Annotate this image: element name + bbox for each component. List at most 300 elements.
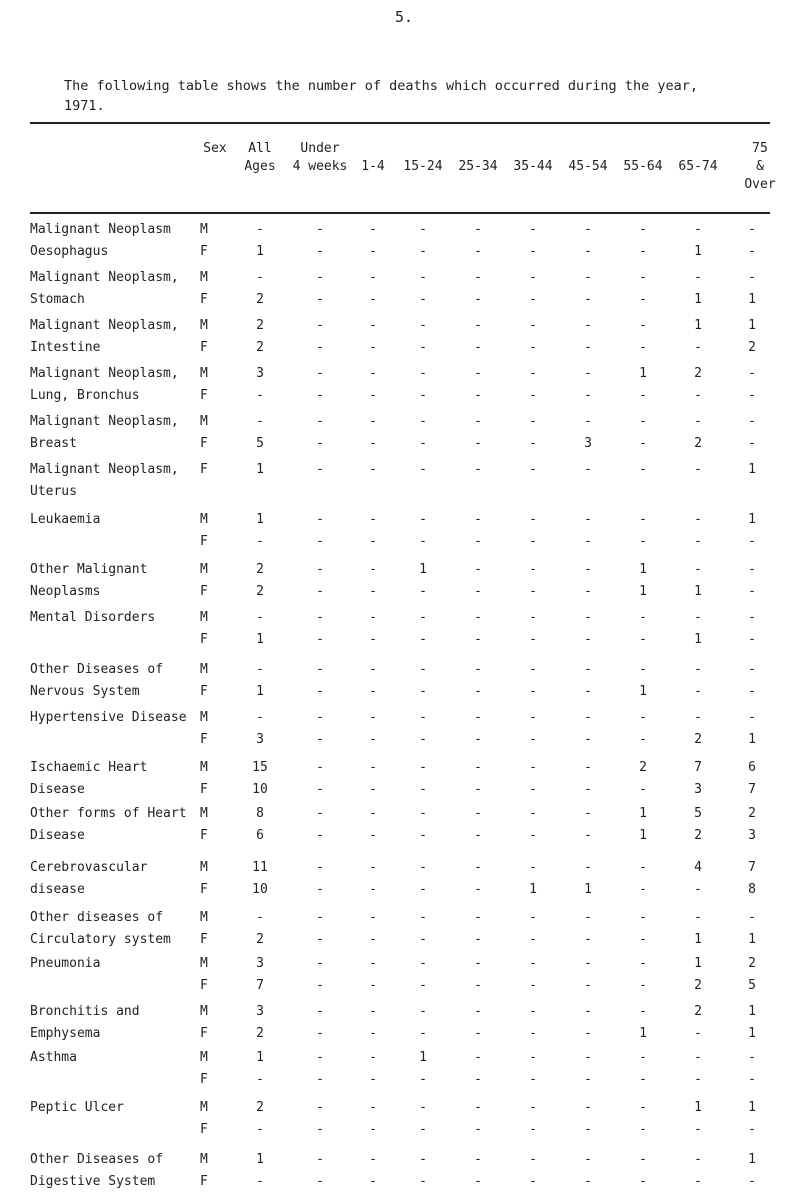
cell-value: - [369,932,377,947]
cell-value: 1 [419,562,427,577]
cell-value: - [474,632,482,647]
cell-value: 1 [748,318,756,333]
cell-value: - [584,388,592,403]
cell-value: 7 [748,860,756,875]
cell-value: - [584,684,592,699]
cause-label: Disease [30,782,85,797]
cell-value: - [419,1072,427,1087]
cell-value: - [584,806,592,821]
cell-value: 2 [256,318,264,333]
cell-value: - [694,684,702,699]
cell-value: - [316,534,324,549]
table-row [0,560,800,580]
cell-value: - [316,978,324,993]
cell-value: - [369,1174,377,1189]
cell-value: 2 [256,292,264,307]
cell-value: - [639,1004,647,1019]
cell-value: - [748,244,756,259]
cell-value: - [369,956,377,971]
cell-value: - [369,512,377,527]
cell-value: - [474,684,482,699]
cell-value: - [474,1050,482,1065]
cell-value: - [474,610,482,625]
cell-value: - [316,710,324,725]
cell-value: 2 [748,956,756,971]
cell-value: - [316,732,324,747]
cell-value: 1 [639,806,647,821]
cell-value: - [256,1174,264,1189]
cause-label: Malignant Neoplasm, [30,414,179,429]
cell-value: - [584,462,592,477]
cell-value: - [748,684,756,699]
cause-label: Cerebrovascular [30,860,148,875]
cell-value: - [584,512,592,527]
sex-label: F [200,782,208,797]
cell-value: - [369,710,377,725]
cell-value: 2 [256,1026,264,1041]
cell-value: - [529,1026,537,1041]
sex-label: F [200,684,208,699]
header-age-1-4: 1-4 [361,159,385,174]
cell-value: - [369,1100,377,1115]
cell-value: - [419,806,427,821]
cell-value: 1 [748,1026,756,1041]
table-row [0,730,800,750]
cell-value: - [529,1100,537,1115]
cause-label: Malignant Neoplasm, [30,318,179,333]
cause-label: Stomach [30,292,85,307]
cell-value: - [474,292,482,307]
cell-value: - [369,584,377,599]
table-row [0,880,800,900]
table-row [0,290,800,310]
table-row [0,460,800,480]
cell-value: - [369,292,377,307]
sex-label: M [200,562,208,577]
sex-label: M [200,270,208,285]
cell-value: - [369,462,377,477]
cell-value: - [419,512,427,527]
table-row [0,1070,800,1090]
cell-value: - [369,388,377,403]
cell-value: - [584,782,592,797]
cell-value: - [694,222,702,237]
cell-value: 1 [748,1100,756,1115]
cell-value: - [474,366,482,381]
cell-value: - [529,860,537,875]
cell-value: - [694,270,702,285]
cell-value: - [316,584,324,599]
cell-value: - [529,732,537,747]
cause-label: Peptic Ulcer [30,1100,124,1115]
cell-value: - [748,1050,756,1065]
sex-label: M [200,610,208,625]
cell-value: - [529,340,537,355]
table-row [0,954,800,974]
cause-label: Neoplasms [30,584,101,599]
cell-value: - [474,1152,482,1167]
cell-value: - [584,1072,592,1087]
cell-value: - [639,610,647,625]
cell-value: - [316,1026,324,1041]
cell-value: - [369,684,377,699]
cell-value: - [748,662,756,677]
cause-label: Disease [30,828,85,843]
cell-value: - [584,244,592,259]
cell-value: 8 [256,806,264,821]
cause-label: Mental Disorders [30,610,156,625]
cell-value: 1 [748,512,756,527]
cell-value: - [369,732,377,747]
cell-value: 1 [256,1152,264,1167]
cell-value: - [419,910,427,925]
cell-value: - [316,1100,324,1115]
cell-value: - [419,684,427,699]
cell-value: - [639,318,647,333]
cell-value: - [694,388,702,403]
cell-value: - [419,1100,427,1115]
cell-value: - [639,860,647,875]
cell-value: - [419,1174,427,1189]
cell-value: - [419,462,427,477]
cell-value: - [316,806,324,821]
cell-value: - [529,436,537,451]
table-row [0,220,800,240]
cause-label: Asthma [30,1050,77,1065]
cell-value: - [419,662,427,677]
cell-value: - [316,684,324,699]
sex-label: M [200,366,208,381]
cell-value: - [316,270,324,285]
cell-value: 2 [694,366,702,381]
cell-value: - [639,782,647,797]
cell-value: - [474,244,482,259]
cell-value: - [748,910,756,925]
cell-value: - [474,910,482,925]
cell-value: - [529,366,537,381]
cell-value: - [419,318,427,333]
sex-label: M [200,1152,208,1167]
cell-value: - [474,1100,482,1115]
cell-value: - [316,1004,324,1019]
cell-value: - [639,732,647,747]
cause-label: Circulatory system [30,932,171,947]
table-row [0,1024,800,1044]
cell-value: - [748,584,756,599]
cell-value: 5 [256,436,264,451]
cell-value: - [529,512,537,527]
cell-value: 1 [639,1026,647,1041]
table-row [0,242,800,262]
cell-value: - [748,710,756,725]
cell-value: - [584,610,592,625]
cell-value: - [316,512,324,527]
cell-value: - [529,388,537,403]
cell-value: 1 [748,732,756,747]
cell-value: 1 [694,932,702,947]
cell-value: - [369,662,377,677]
cell-value: - [419,760,427,775]
cell-value: - [694,1174,702,1189]
cell-value: - [694,662,702,677]
cell-value: - [256,414,264,429]
cell-value: - [584,222,592,237]
header-sex: Sex [203,141,227,156]
table-row [0,1002,800,1022]
cell-value: - [694,340,702,355]
cell-value: - [474,1122,482,1137]
cell-value: 2 [694,978,702,993]
sex-label: M [200,710,208,725]
cell-value: 8 [748,882,756,897]
cause-label: Intestine [30,340,101,355]
cell-value: - [584,292,592,307]
cell-value: - [369,270,377,285]
cell-value: 3 [748,828,756,843]
cell-value: - [748,610,756,625]
cell-value: - [584,860,592,875]
header-age-15-24: 15-24 [403,159,443,174]
cell-value: - [529,584,537,599]
cell-value: - [474,340,482,355]
page-number: 5. [395,8,414,26]
cell-value: - [694,1072,702,1087]
sex-label: F [200,978,208,993]
cell-value: 6 [256,828,264,843]
cell-value: - [316,828,324,843]
cell-value: - [419,1122,427,1137]
cell-value: - [474,318,482,333]
cell-value: 2 [256,932,264,947]
cell-value: 7 [256,978,264,993]
cell-value: 1 [694,584,702,599]
cell-value: - [369,632,377,647]
sex-label: F [200,1174,208,1189]
sex-label: M [200,956,208,971]
cell-value: - [529,534,537,549]
cell-value: - [584,1100,592,1115]
cell-value: - [419,732,427,747]
cell-value: - [419,270,427,285]
sex-label: F [200,584,208,599]
cell-value: - [529,632,537,647]
cell-value: 1 [256,632,264,647]
cell-value: - [584,632,592,647]
cell-value: - [529,956,537,971]
cell-value: 2 [256,562,264,577]
cell-value: - [419,340,427,355]
cell-value: - [584,1050,592,1065]
cell-value: - [316,318,324,333]
table-row [0,630,800,650]
cause-label: Bronchitis and [30,1004,140,1019]
sex-label: M [200,760,208,775]
cell-value: - [474,828,482,843]
cell-value: - [369,910,377,925]
cell-value: - [529,1072,537,1087]
sex-label: F [200,1072,208,1087]
cell-value: - [584,760,592,775]
cell-value: - [748,534,756,549]
cell-value: - [639,956,647,971]
cell-value: 2 [256,1100,264,1115]
header-age-65-74: 65-74 [678,159,718,174]
table-row [0,758,800,778]
cell-value: - [316,414,324,429]
table-row [0,338,800,358]
cell-value: - [584,340,592,355]
cell-value: - [316,340,324,355]
cell-value: 10 [252,882,268,897]
cell-value: - [474,1072,482,1087]
cell-value: - [529,222,537,237]
cell-value: - [694,414,702,429]
cell-value: - [748,436,756,451]
table-row [0,532,800,552]
cell-value: - [584,584,592,599]
cell-value: - [256,1072,264,1087]
cell-value: - [419,436,427,451]
cell-value: - [369,366,377,381]
cell-value: - [639,662,647,677]
sex-label: M [200,318,208,333]
cell-value: - [694,610,702,625]
cell-value: - [639,388,647,403]
cell-value: 1 [694,632,702,647]
table-row [0,804,800,824]
sex-label: F [200,828,208,843]
cell-value: 1 [256,244,264,259]
cell-value: - [316,388,324,403]
cell-value: 1 [639,584,647,599]
cause-label: Hypertensive Disease [30,710,187,725]
sex-label: F [200,340,208,355]
cell-value: - [369,1122,377,1137]
sex-label: F [200,244,208,259]
cell-value: - [419,782,427,797]
cell-value: - [474,662,482,677]
cell-value: - [639,436,647,451]
cell-value: - [474,932,482,947]
cell-value: - [584,932,592,947]
cell-value: - [694,562,702,577]
cell-value: - [474,760,482,775]
cell-value: - [369,1026,377,1041]
cell-value: - [748,562,756,577]
cell-value: - [639,512,647,527]
cell-value: 3 [694,782,702,797]
table-row [0,316,800,336]
table-row [0,908,800,928]
cell-value: - [639,534,647,549]
cause-label: Other Malignant [30,562,148,577]
cell-value: - [748,1072,756,1087]
cell-value: - [639,1050,647,1065]
cell-value: - [369,534,377,549]
cell-value: - [256,610,264,625]
cell-value: - [474,1174,482,1189]
sex-label: M [200,1100,208,1115]
table-row [0,660,800,680]
cell-value: - [474,732,482,747]
cell-value: 1 [639,366,647,381]
cell-value: - [639,244,647,259]
cell-value: - [474,534,482,549]
cell-value: 1 [639,828,647,843]
cell-value: - [316,1152,324,1167]
cell-value: - [474,436,482,451]
cell-value: - [639,632,647,647]
cell-value: - [584,414,592,429]
table-row [0,268,800,288]
cell-value: - [639,710,647,725]
cell-value: - [369,562,377,577]
cell-value: - [369,436,377,451]
cell-value: - [474,388,482,403]
sex-label: F [200,1026,208,1041]
cell-value: - [256,710,264,725]
header-under-4-weeks-2: 4 weeks [292,159,348,174]
cell-value: 3 [256,366,264,381]
cell-value: - [639,462,647,477]
cell-value: - [419,1026,427,1041]
cell-value: 3 [256,956,264,971]
cell-value: - [316,1174,324,1189]
cell-value: - [419,584,427,599]
cell-value: - [584,732,592,747]
cause-label: Breast [30,436,77,451]
cause-label: Other Diseases of [30,1152,164,1167]
table-row [0,826,800,846]
sex-label: F [200,732,208,747]
cell-value: - [419,244,427,259]
cell-value: - [419,366,427,381]
cell-value: 5 [748,978,756,993]
cell-value: - [748,222,756,237]
cause-label: Nervous System [30,684,140,699]
cell-value: - [694,1026,702,1041]
cell-value: - [529,244,537,259]
cell-value: - [369,828,377,843]
cell-value: - [419,978,427,993]
cell-value: - [639,1174,647,1189]
cell-value: - [694,1050,702,1065]
cell-value: 10 [252,782,268,797]
cell-value: - [474,956,482,971]
cause-label: Uterus [30,484,77,499]
cell-value: - [474,1026,482,1041]
sex-label: M [200,512,208,527]
cell-value: - [474,1004,482,1019]
cell-value: - [369,1004,377,1019]
cell-value: 1 [639,562,647,577]
cell-value: - [256,270,264,285]
cell-value: 15 [252,760,268,775]
cell-value: - [369,318,377,333]
cause-label: Leukaemia [30,512,101,527]
cell-value: - [256,662,264,677]
cell-value: 1 [748,932,756,947]
cell-value: - [584,1004,592,1019]
cell-value: - [316,932,324,947]
cell-value: - [639,1072,647,1087]
header-age-75-1: 75 [752,141,768,156]
cell-value: - [316,882,324,897]
cell-value: - [419,534,427,549]
cell-value: - [474,562,482,577]
cell-value: - [529,978,537,993]
cell-value: - [474,462,482,477]
